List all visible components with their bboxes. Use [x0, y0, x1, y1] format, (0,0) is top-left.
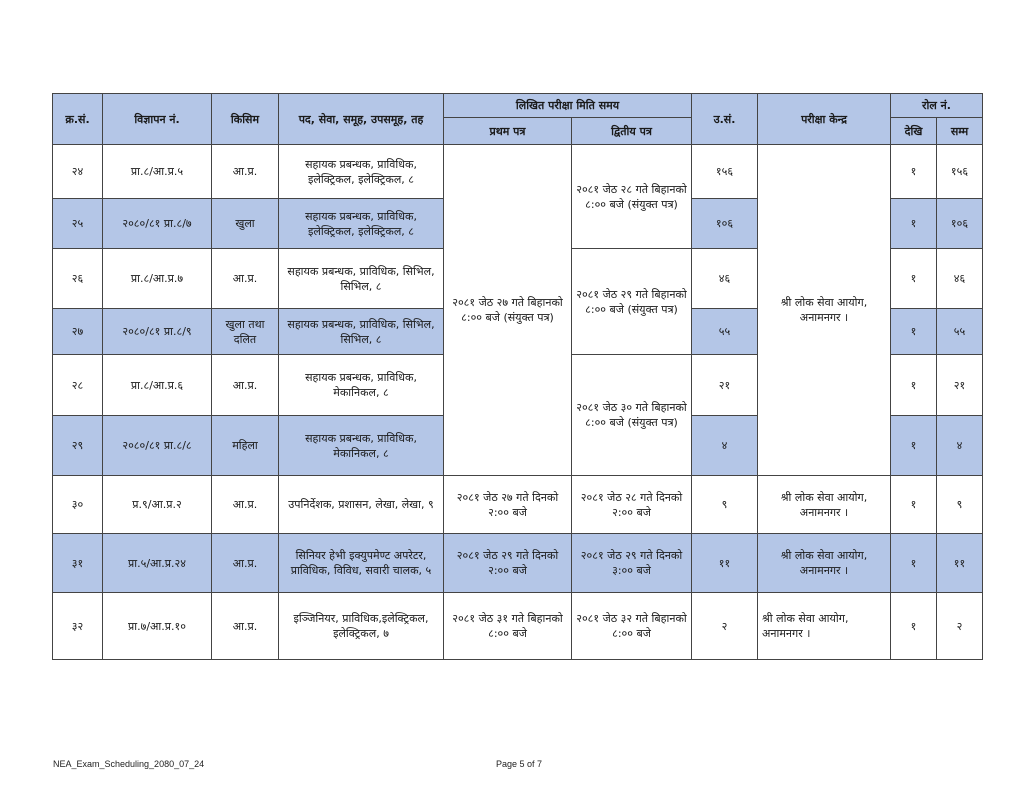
cell-post: सहायक प्रबन्धक, प्राविधिक, मेकानिकल, ८ [279, 355, 444, 416]
cell-roll-to: ११ [937, 534, 983, 593]
header-center: परीक्षा केन्द्र [758, 94, 891, 145]
table-row [53, 145, 983, 199]
cell-center: श्री लोक सेवा आयोग, अनामनगर । [758, 534, 891, 593]
cell-type: आ.प्र. [212, 355, 279, 416]
cell-type: आ.प्र. [212, 145, 279, 199]
footer-page-number: Page 5 of 7 [496, 759, 543, 769]
cell-post: सहायक प्रबन्धक, प्राविधिक, इलेक्ट्रिकल, इलेक्ट्रिकल, ८ [279, 199, 444, 249]
cell-post: सहायक प्रबन्धक, प्राविधिक, सिभिल, सिभिल, ८ [279, 309, 444, 355]
cell-candidates: ४६ [692, 249, 758, 309]
cell-post: सिनियर हेभी इक्युपमेण्ट अपरेटर, प्राविधिक, विविध, सवारी चालक, ५ [279, 534, 444, 593]
cell-center-merged: श्री लोक सेवा आयोग, अनामनगर । [758, 145, 891, 476]
cell-roll-from: १ [891, 145, 937, 199]
exam-schedule-table [52, 93, 983, 660]
cell-ad: २०८०/८१ प्रा.८/७ [103, 199, 212, 249]
cell-roll-from: १ [891, 593, 937, 660]
table-row [53, 593, 983, 660]
cell-sn: ३२ [53, 593, 103, 660]
cell-roll-to: १५६ [937, 145, 983, 199]
cell-sn: २५ [53, 199, 103, 249]
header-roll: रोल नं. [891, 94, 983, 118]
cell-candidates: ५५ [692, 309, 758, 355]
cell-type: महिला [212, 416, 279, 476]
cell-type: आ.प्र. [212, 593, 279, 660]
cell-roll-to: ९ [937, 476, 983, 534]
cell-sn: २६ [53, 249, 103, 309]
cell-ad: २०८०/८१ प्रा.८/९ [103, 309, 212, 355]
header-post: पद, सेवा, समूह, उपसमूह, तह [279, 94, 444, 145]
cell-roll-from: १ [891, 249, 937, 309]
cell-roll-to: ५५ [937, 309, 983, 355]
cell-roll-from: १ [891, 199, 937, 249]
cell-ad: प्रा.८/आ.प्र.५ [103, 145, 212, 199]
header-exam-time: लिखित परीक्षा मिति समय [444, 94, 692, 118]
cell-paper2: २०८१ जेठ ३२ गते बिहानको ८:०० बजे [572, 593, 692, 660]
cell-ad: प्र.९/आ.प्र.२ [103, 476, 212, 534]
cell-ad: प्रा.८/आ.प्र.६ [103, 355, 212, 416]
cell-paper2-merged: २०८१ जेठ २८ गते बिहानको ८:०० बजे (संयुक्त पत्र) [572, 145, 692, 249]
cell-center: श्री लोक सेवा आयोग, अनामनगर । [758, 593, 891, 660]
cell-paper2: २०८१ जेठ २९ गते दिनको ३:०० बजे [572, 534, 692, 593]
footer-filename: NEA_Exam_Scheduling_2080_07_24 [53, 759, 205, 769]
cell-candidates: २ [692, 593, 758, 660]
cell-paper2-merged: २०८१ जेठ २९ गते बिहानको ८:०० बजे (संयुक्त पत्र) [572, 249, 692, 355]
cell-type: आ.प्र. [212, 476, 279, 534]
cell-roll-from: १ [891, 534, 937, 593]
cell-sn: ३० [53, 476, 103, 534]
cell-type: खुला [212, 199, 279, 249]
cell-ad: प्रा.७/आ.प्र.१० [103, 593, 212, 660]
cell-ad: प्रा.८/आ.प्र.७ [103, 249, 212, 309]
header-paper2: द्वितीय पत्र [572, 118, 692, 145]
cell-post: सहायक प्रबन्धक, प्राविधिक, इलेक्ट्रिकल, इलेक्ट्रिकल, ८ [279, 145, 444, 199]
cell-roll-from: १ [891, 309, 937, 355]
cell-center: श्री लोक सेवा आयोग, अनामनगर । [758, 476, 891, 534]
cell-sn: २४ [53, 145, 103, 199]
cell-post: सहायक प्रबन्धक, प्राविधिक, सिभिल, सिभिल, ८ [279, 249, 444, 309]
header-roll-to: सम्म [937, 118, 983, 145]
cell-roll-from: १ [891, 416, 937, 476]
cell-paper1-merged: २०८१ जेठ २७ गते बिहानको ८:०० बजे (संयुक्त पत्र) [444, 145, 572, 476]
cell-post: इञ्जिनियर, प्राविधिक,इलेक्ट्रिकल, इलेक्ट्रिकल, ७ [279, 593, 444, 660]
header-sn: क्र.सं. [53, 94, 103, 145]
cell-paper2: २०८१ जेठ २८ गते दिनको २:०० बजे [572, 476, 692, 534]
cell-post: सहायक प्रबन्धक, प्राविधिक, मेकानिकल, ८ [279, 416, 444, 476]
cell-ad: २०८०/८१ प्रा.८/८ [103, 416, 212, 476]
cell-sn: ३१ [53, 534, 103, 593]
cell-candidates: ४ [692, 416, 758, 476]
cell-sn: २८ [53, 355, 103, 416]
cell-candidates: १५६ [692, 145, 758, 199]
header-ad-no: विज्ञापन नं. [103, 94, 212, 145]
cell-roll-from: १ [891, 355, 937, 416]
cell-type: खुला तथा दलित [212, 309, 279, 355]
cell-sn: २९ [53, 416, 103, 476]
cell-sn: २७ [53, 309, 103, 355]
header-type: किसिम [212, 94, 279, 145]
header-candidates: उ.सं. [692, 94, 758, 145]
cell-paper1: २०८१ जेठ २७ गते दिनको २:०० बजे [444, 476, 572, 534]
cell-ad: प्रा.५/आ.प्र.२४ [103, 534, 212, 593]
cell-type: आ.प्र. [212, 249, 279, 309]
cell-candidates: १०६ [692, 199, 758, 249]
cell-roll-to: १०६ [937, 199, 983, 249]
cell-paper1: २०८१ जेठ २९ गते दिनको २:०० बजे [444, 534, 572, 593]
cell-roll-from: १ [891, 476, 937, 534]
header-roll-from: देखि [891, 118, 937, 145]
cell-post: उपनिर्देशक, प्रशासन, लेखा, लेखा, ९ [279, 476, 444, 534]
cell-roll-to: ४ [937, 416, 983, 476]
cell-candidates: ९ [692, 476, 758, 534]
cell-roll-to: २ [937, 593, 983, 660]
cell-roll-to: ४६ [937, 249, 983, 309]
header-paper1: प्रथम पत्र [444, 118, 572, 145]
cell-paper2-merged: २०८१ जेठ ३० गते बिहानको ८:०० बजे (संयुक्त पत्र) [572, 355, 692, 476]
cell-paper1: २०८१ जेठ ३१ गते बिहानको ८:०० बजे [444, 593, 572, 660]
cell-candidates: ११ [692, 534, 758, 593]
cell-type: आ.प्र. [212, 534, 279, 593]
table-row [53, 476, 983, 534]
cell-candidates: २१ [692, 355, 758, 416]
cell-roll-to: २१ [937, 355, 983, 416]
table-row [53, 534, 983, 593]
